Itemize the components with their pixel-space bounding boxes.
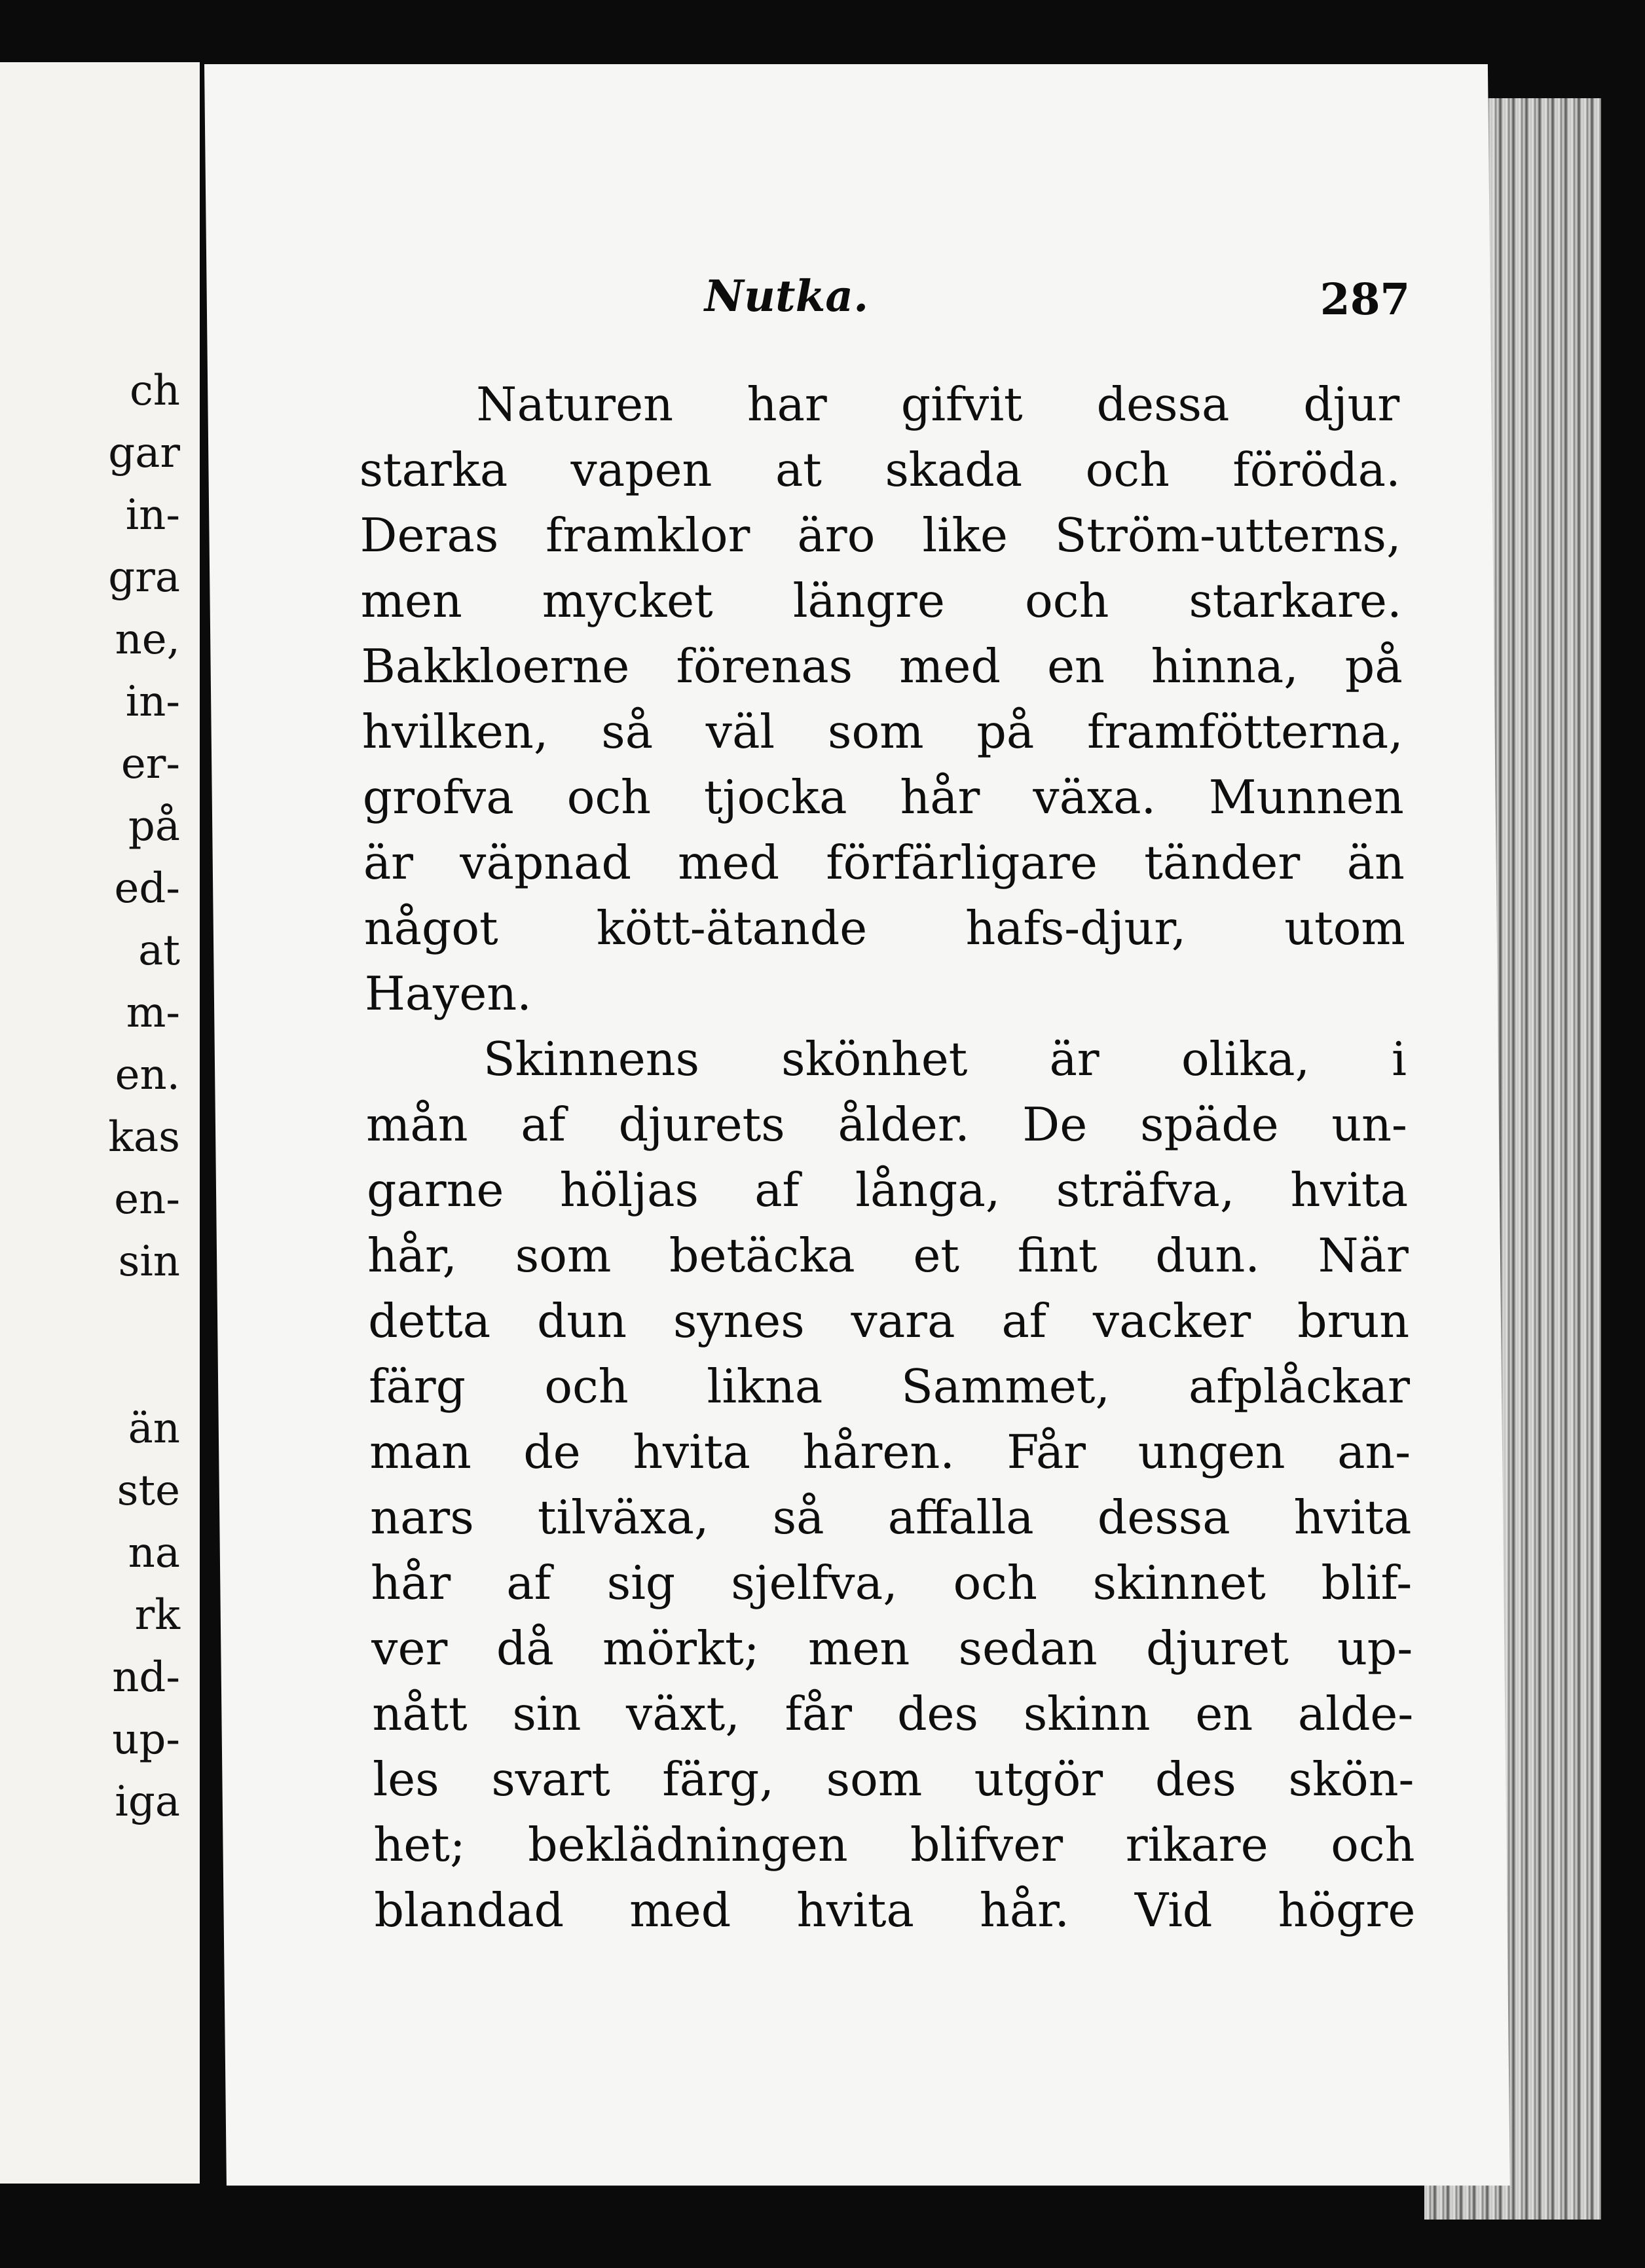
text-line: nars tilväxa, så affalla dessa hvita <box>369 1490 1412 1545</box>
text-line: men mycket längre och starkare. <box>360 574 1402 629</box>
text-line: Deras framklor äro like Ström-utterns, <box>360 508 1401 563</box>
running-head: Nutka. <box>704 270 869 322</box>
left-line-fragment: ch <box>129 367 180 415</box>
left-line-fragment: na <box>128 1529 180 1577</box>
left-line-fragment: in- <box>125 678 180 726</box>
left-line-fragment: iga <box>115 1778 180 1826</box>
text-line: starka vapen at skada och föröda. <box>359 443 1401 498</box>
text-line: detta dun synes vara af vacker brun <box>367 1294 1410 1349</box>
left-line-fragment: en- <box>114 1175 180 1224</box>
left-line-fragment: kas <box>108 1113 180 1161</box>
text-line: Bakkloerne förenas med en hinna, på <box>361 639 1403 694</box>
text-line: något kött-ätande hafs-djur, utom <box>363 901 1406 956</box>
left-line-fragment: gra <box>108 553 180 602</box>
body-text <box>358 372 1416 1943</box>
text-line: ver då mörkt; men sedan djuret up- <box>371 1621 1413 1676</box>
left-line-fragment: m- <box>126 989 180 1037</box>
text-line: mån af djurets ålder. De späde un- <box>365 1097 1408 1152</box>
text-line: het; beklädningen blifver rikare och <box>373 1818 1415 1873</box>
text-line: garne höljas af långa, sträfva, hvita <box>366 1163 1409 1218</box>
text-line: nått sin växt, får des skinn en alde- <box>371 1687 1414 1742</box>
text-line: man de hvita håren. Får ungen an- <box>369 1425 1411 1480</box>
text-line: hvilken, så väl som på framfötterna, <box>361 704 1404 759</box>
left-line-fragment: up- <box>112 1715 180 1764</box>
text-line: Naturen har gifvit dessa djur <box>475 377 1400 432</box>
left-line-fragment: nd- <box>112 1653 180 1702</box>
left-line-fragment: ed- <box>114 864 180 913</box>
left-facing-page <box>0 62 200 2184</box>
left-line-fragment: ne, <box>115 615 180 664</box>
left-line-fragment: sin <box>118 1237 180 1286</box>
left-line-fragment: rk <box>134 1591 180 1639</box>
text-line: hår, som betäcka et fint dun. När <box>367 1228 1409 1283</box>
left-line-fragment: ste <box>117 1467 180 1515</box>
left-line-fragment: er- <box>120 740 180 788</box>
left-line-fragment: på <box>128 802 180 850</box>
text-line: Skinnens skönhet är olika, i <box>483 1032 1407 1087</box>
text-line: les svart färg, som utgör des skön- <box>372 1752 1414 1807</box>
page-number: 287 <box>1320 274 1411 325</box>
left-line-fragment: at <box>138 926 180 975</box>
text-line: färg och likna Sammet, afplåckar <box>368 1359 1411 1414</box>
text-line: blandad med hvita hår. Vid högre <box>374 1883 1416 1938</box>
text-line: hår af sig sjelfva, och skinnet blif- <box>370 1556 1413 1611</box>
paragraph <box>358 372 1406 1027</box>
left-line-fragment: än <box>128 1404 180 1453</box>
left-line-fragment: in- <box>125 491 180 540</box>
book-page <box>204 64 1510 2186</box>
left-line-fragment: en. <box>115 1051 180 1099</box>
text-line: Hayen. <box>364 966 532 1021</box>
text-line: är väpnad med förfärligare tänder än <box>363 835 1405 890</box>
left-line-fragment: gar <box>108 429 180 477</box>
paragraph <box>365 1027 1416 1943</box>
text-line: grofva och tjocka hår växa. Munnen <box>362 770 1405 825</box>
